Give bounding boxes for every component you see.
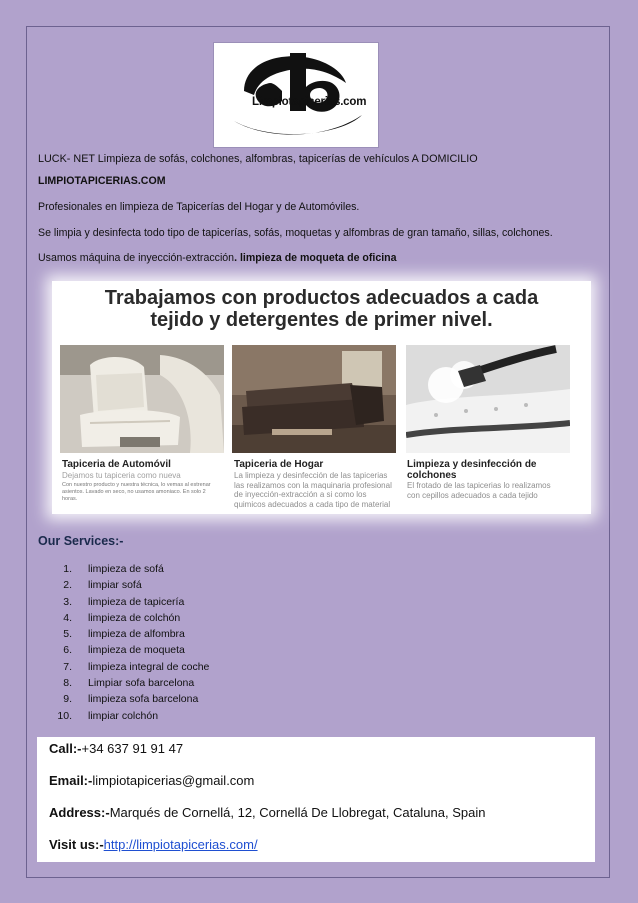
intro-line-2: LIMPIOTAPICERIAS.COM	[38, 175, 166, 187]
intro-line-1: LUCK- NET Limpieza de sofás, colchones, alfombras, tapicerías de vehículos A DOMICILIO	[38, 153, 478, 165]
logo-mark-icon	[214, 43, 378, 147]
company-logo	[213, 42, 379, 148]
website-label: Visit us:-	[49, 837, 104, 852]
list-item: 2. limpiar sofá	[63, 579, 142, 592]
address-value: Marqués de Cornellá, 12, Cornellá De Llobregat, Cataluna, Spain	[109, 805, 486, 820]
address-label: Address:-	[49, 805, 110, 820]
sofa-photo	[232, 345, 396, 453]
card-2-subtitle: La limpieza y desinfección de las tapicerias las realizamos con la maquinaria profesional de inyección-extracción a si como los quimicos adecuados a cada tipo de material	[234, 471, 392, 509]
services-list	[38, 561, 209, 724]
address-row	[49, 805, 485, 820]
car-seat-photo	[60, 345, 224, 453]
phone-number[interactable]: +34 637 91 91 47	[81, 741, 184, 756]
card-3-subtitle: El frotado de las tapicerias lo realizamos con cepillos adecuados a cada tejido	[407, 481, 551, 500]
list-item: 8. Limpiar sofa barcelona	[63, 677, 195, 690]
banner-title	[52, 287, 591, 331]
list-item: 3. limpieza de tapicería	[63, 595, 185, 608]
mattress-photo	[406, 345, 570, 453]
intro-line-4: Se limpia y desinfecta todo tipo de tapicerías, sofás, moquetas y alfombras de gran tamaño, sillas, colchones.	[38, 227, 553, 239]
intro-line-5	[38, 252, 397, 264]
website-row	[49, 837, 258, 852]
call-row	[49, 741, 183, 756]
card-3-title: Limpieza y desinfección de colchones	[407, 459, 537, 481]
card-1-description: Con nuestro producto y nuestra técnica, lo vemas al estrenar asientos. Lavado en seco, no usamos amoniaco. En solo 2 horas.	[62, 482, 211, 502]
contact-box	[37, 737, 595, 862]
services-heading: Our Services:-	[38, 534, 124, 548]
website-link[interactable]: http://limpiotapicerias.com/	[103, 837, 258, 852]
email-address[interactable]: limpiotapicerias@gmail.com	[92, 773, 255, 788]
card-1-subtitle: Dejamos tu tapiceria como nueva	[62, 471, 181, 480]
email-row	[49, 773, 254, 788]
email-label: Email:-	[49, 773, 93, 788]
card-2-title: Tapiceria de Hogar	[234, 459, 324, 470]
intro-line-5-b: . limpieza de moqueta de oficina	[234, 252, 397, 264]
list-item: 7. limpieza integral de coche	[63, 660, 210, 673]
list-item: 5. limpieza de alfombra	[63, 628, 185, 641]
list-item: 9. limpieza sofa barcelona	[63, 693, 199, 706]
banner-title-line-2: tejido y detergentes de primer nivel.	[150, 309, 493, 331]
services-banner	[52, 281, 591, 514]
intro-line-3: Profesionales en limpieza de Tapicerías del Hogar y de Automóviles.	[38, 201, 360, 213]
list-item: 1. limpieza de sofá	[63, 563, 164, 575]
list-item: 6. limpieza de moqueta	[63, 644, 185, 657]
list-item: 10. limpiar colchón	[57, 709, 159, 722]
card-1-title: Tapiceria de Automóvil	[62, 459, 171, 470]
banner-title-line-1: Trabajamos con productos adecuados a cada	[104, 287, 539, 309]
list-item: 4. limpieza de colchón	[63, 611, 181, 624]
intro-line-5-a: Usamos máquina de inyección-extracción	[38, 252, 235, 264]
logo-text: Limpiotapicerias.com	[252, 96, 367, 108]
call-label: Call:-	[49, 741, 82, 756]
